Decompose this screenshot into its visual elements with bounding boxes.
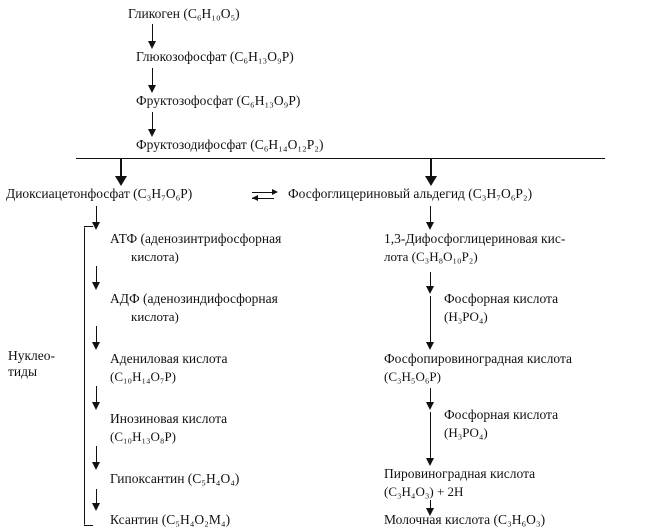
node-inosinic-line2: (C₁₀H₁₃O₈P) xyxy=(110,429,176,444)
arrowhead-phosphopyruvic xyxy=(426,342,434,350)
arrowhead-diphosphoglyceric xyxy=(426,222,434,230)
connector-phosphoric-2-to-pyruvic xyxy=(430,412,431,460)
label-nucleotides-line2: тиды xyxy=(8,364,38,379)
equilibrium-arrows xyxy=(252,189,278,203)
node-fructose-phosphate: Фруктозофосфат (C₆H₁₃O₉P) xyxy=(136,93,301,108)
node-adf-line2: кислота) xyxy=(131,309,179,324)
node-adenylic-line2: (C₁₀H₁₄O₇P) xyxy=(110,369,176,384)
node-hypoxanthine: Гипоксантин (C₅H₄O₄) xyxy=(110,471,240,486)
arrowhead-fructosephosphate xyxy=(148,85,156,93)
node-phosphopyruvic-line2: (C₃H₅O₆P) xyxy=(384,369,441,384)
node-adf-line1: АДФ (аденозиндифосфорная xyxy=(110,291,278,306)
node-phosphoric-acid-2-line2: (H₃PO₄) xyxy=(444,425,488,440)
arrowhead-adenylic xyxy=(92,342,100,350)
node-atf-line1: АТФ (аденозинтрифосфорная xyxy=(110,231,282,246)
connector-to-phosphoric-acid-1 xyxy=(430,272,431,287)
arrowhead-fructosediphosphate xyxy=(148,129,156,137)
arrowhead-hypoxanthine xyxy=(92,462,100,470)
arrowhead-glucosephosphate xyxy=(148,41,156,49)
connector-to-phosphoric-acid-2 xyxy=(430,388,431,403)
node-phosphoric-acid-1-line1: Фосфорная кислота xyxy=(444,291,559,306)
node-diphosphoglyceric-line1: 1,3-Дифосфоглицериновая кис- xyxy=(384,231,566,246)
arrowhead-adf xyxy=(92,282,100,290)
node-dioxyacetone-phosphate: Диоксиацетонфосфат (C₃H₇O₆P) xyxy=(6,186,193,201)
arrowhead-split-left xyxy=(115,176,127,186)
connector-hypoxanthine-to-xanthine xyxy=(96,489,97,504)
label-nucleotides-line1: Нуклео- xyxy=(8,348,56,363)
node-fructose-diphosphate: Фруктозодифосфат (C₆H₁₄O₁₂P₂) xyxy=(136,137,324,152)
arrowhead-phosphoric-acid-1 xyxy=(426,286,434,294)
node-atf-line2: кислота) xyxy=(131,249,179,264)
label-nucleotides xyxy=(8,348,55,380)
nucleotides-brace xyxy=(84,226,85,526)
node-phosphoric-acid-1-line2: (H₃PO₄) xyxy=(444,309,488,324)
node-glycogen: Гликоген (C₆H₁₀O₅) xyxy=(128,6,240,21)
node-xanthine: Ксантин (C₅H₄O₂M₄) xyxy=(110,512,231,527)
arrowhead-split-right xyxy=(425,176,437,186)
arrowhead-phosphoric-acid-2 xyxy=(426,402,434,410)
arrowhead-pyruvic xyxy=(426,458,434,466)
split-bar xyxy=(76,158,605,159)
node-pyruvic-line1: Пировиноградная кислота xyxy=(384,466,536,481)
node-adenylic-line1: Адениловая кислота xyxy=(110,351,228,366)
node-inosinic-line1: Инозиновая кислота xyxy=(110,411,228,426)
arrowhead-inosinic xyxy=(92,402,100,410)
node-diphosphoglyceric-line2: лота (C₃H₈O₁₀P₂) xyxy=(384,249,478,264)
node-glucose-phosphate: Глюкозофосфат (C₆H₁₃O₉P) xyxy=(136,49,294,64)
node-phosphoglyceric-aldehyde: Фосфоглицериновый альдегид (C₃H₇O₆P₂) xyxy=(288,186,533,201)
connector-phosphoric-1-to-phosphopyruvic xyxy=(430,296,431,344)
node-pyruvic-line2: (C₃H₄O₃) + 2H xyxy=(384,484,464,499)
arrowhead-atf xyxy=(92,222,100,230)
node-lactic: Молочная кислота (C₃H₆O₃) xyxy=(384,512,546,527)
node-phosphopyruvic-line1: Фосфопировиноградная кислота xyxy=(384,351,573,366)
arrowhead-xanthine xyxy=(92,503,100,511)
node-phosphoric-acid-2-line1: Фосфорная кислота xyxy=(444,407,559,422)
